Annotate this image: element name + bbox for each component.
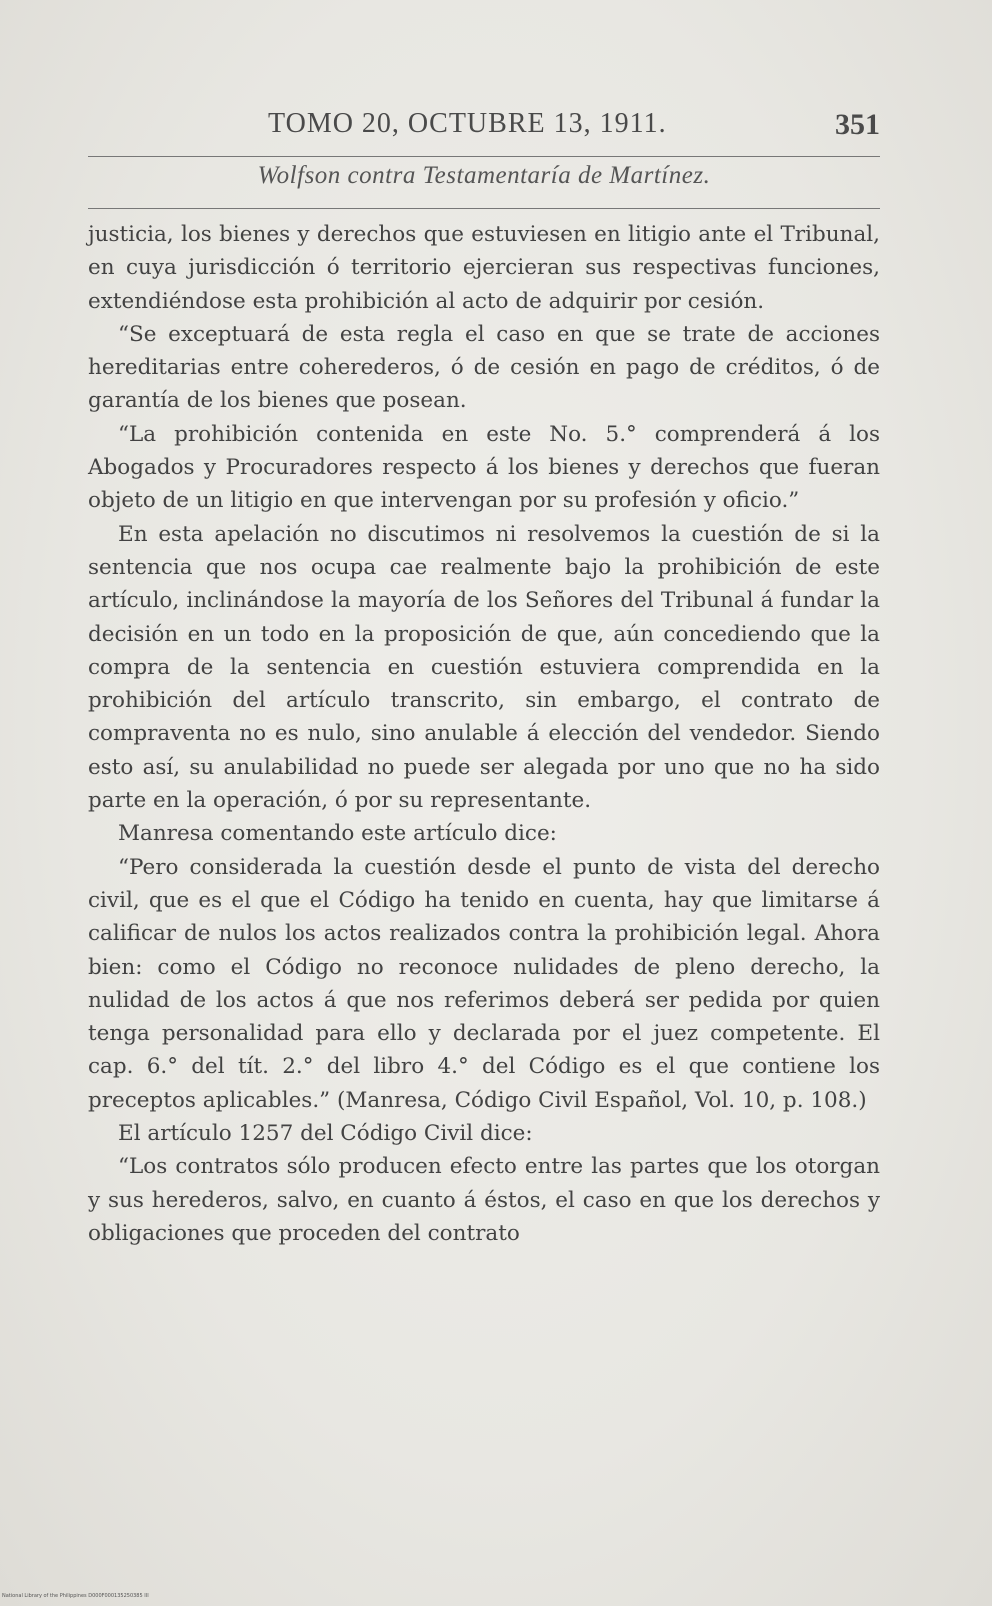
paragraph-7: El artículo 1257 del Código Civil dice: xyxy=(118,1121,533,1147)
library-mark: National Library of the Philippines D000F000135250385 III xyxy=(2,1593,149,1599)
header-rule-top xyxy=(88,156,880,157)
paragraph-8: “Los contratos sólo producen efecto entre las partes que los otorgan y sus herederos, salvo, en cuanto á éstos, el caso en que los derechos y obligaciones que proceden del contrato xyxy=(88,1154,880,1246)
running-head: TOMO 20, OCTUBRE 13, 1911. xyxy=(268,108,667,139)
paragraph-2: “Se exceptuará de esta regla el caso en que se trate de acciones hereditarias entre coherederos, ó de cesión en pago de créditos, ó de garantía de los bienes que posean. xyxy=(88,321,880,414)
page-header xyxy=(88,108,880,148)
case-title: Wolfson contra Testamentaría de Martínez. xyxy=(257,162,711,189)
paragraph-6: “Pero considerada la cuestión desde el punto de vista del derecho civil, que es el que el Código ha tenido en cuenta, hay que limitarse á calificar de nulos los actos realizados contra la prohibición legal. Ahora bien: como el Código no reconoce nulidades de pleno derecho, la nulidad de los actos á que nos referimos deberá ser pedida por quien tenga personalidad para ello y declarada por el juez competente. El cap. 6.° del tít. 2.° del libro 4.° del Código es el que contiene los preceptos aplicables.” (Manresa, Código Civil Español, Vol. 10, p. 108.) xyxy=(88,854,880,1113)
paragraph-1: justicia, los bienes y derechos que estuviesen en litigio ante el Tribunal, en cuya jurisdicción ó territorio ejercieran sus respectivas funciones, extendiéndose esta prohibición al acto de adquirir por cesión. xyxy=(88,222,880,314)
header-rule-bottom xyxy=(88,208,880,209)
paragraph-4: En esta apelación no discutimos ni resolvemos la cuestión de si la sentencia que nos ocupa cae realmente bajo la prohibición de este artículo, inclinándose la mayoría de los Señores del Tribunal á fundar la decisión en un todo en la proposición de que, aún concediendo que la compra de la sentencia en cuestión estuviera comprendida en la prohibición del artículo transcrito, sin embargo, el contrato de compraventa no es nulo, sino anulable á elección del vendedor. Siendo esto así, su anulabilidad no puede ser alegada por uno que no ha sido parte en la operación, ó por su representante. xyxy=(88,521,880,814)
body-text xyxy=(88,218,880,1250)
paragraph-3: “La prohibición contenida en este No. 5.° comprenderá á los Abogados y Procuradores respecto á los bienes y derechos que fueran objeto de un litigio en que intervengan por su profesión y oficio.” xyxy=(88,421,880,514)
paragraph-5: Manresa comentando este artículo dice: xyxy=(118,821,557,847)
page-number: 351 xyxy=(835,108,880,141)
